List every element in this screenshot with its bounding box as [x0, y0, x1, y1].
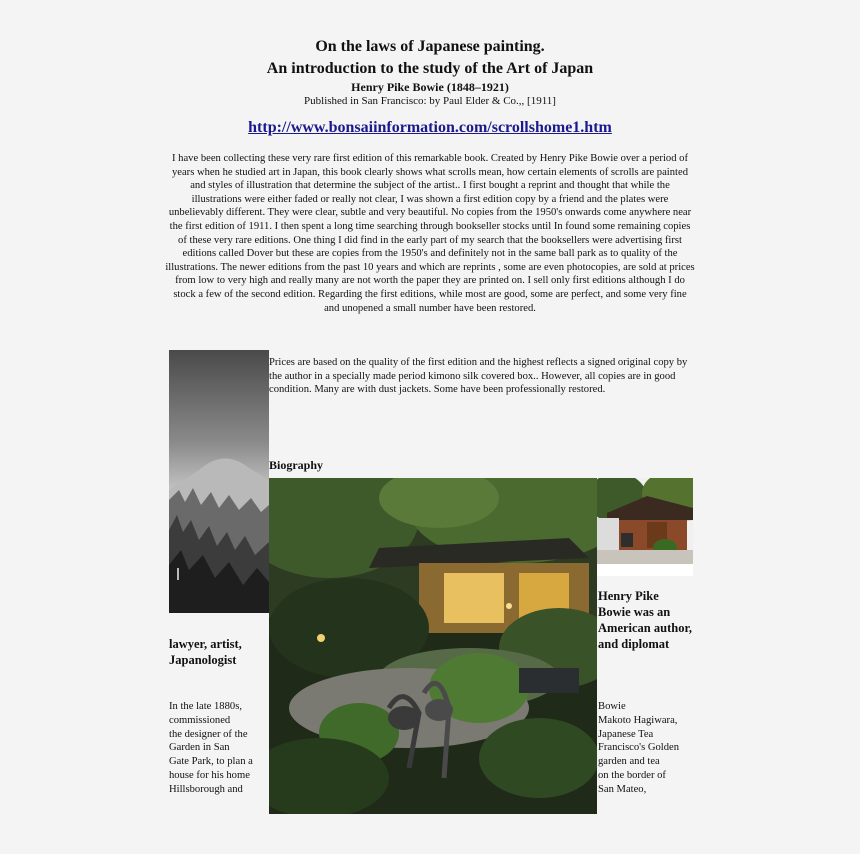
document-subtitle: An introduction to the study of the Art of Japan — [266, 60, 594, 77]
document-title: On the laws of Japanese painting. — [315, 38, 545, 55]
bowie-roles: lawyer, artist, Japanologist — [169, 637, 242, 667]
bio-left-column: In the late 1880s, commissioned the designer of the Garden in San Gate Park, to plan a house for his home Hillsborough and — [169, 701, 253, 795]
prices-paragraph: Prices are based on the quality of the first edition and the highest reflects a signed original copy by the author in a specially made period kimono silk covered box.. However, all copies are in good condition. Many are with dust jackets. Some have been professionally restored. — [269, 357, 688, 396]
publication-line: Published in San Francisco: by Paul Elder & Co.,, [1911] — [304, 95, 556, 107]
bowie-house-image — [597, 478, 693, 576]
bowie-headline: Henry Pike Bowie was an American author, and diplomat — [598, 589, 692, 651]
scroll-painting-image — [169, 350, 269, 613]
scrolls-home-link[interactable]: http://www.bonsaiinformation.com/scrollshome1.htm — [248, 119, 612, 136]
biography-heading: Biography — [269, 458, 324, 472]
tea-garden-image — [269, 478, 597, 814]
intro-paragraph: I have been collecting these very rare first edition of this remarkable book. Created by Henry Pike Bowie over a period of years when he studied art in Japan, this book clearly shows what scrolls mean, how certain elements of scrolls are painted and styles of illustration that determine the subject of the artist.. I first bought a reprint and thought that while the illustrations were either faded or really not clear, I was shown a first edition copy by a friend and the plates were unbelievably different. They were clear, subtle and very beautiful. No copies from the 1950's onwards come anywhere near the first edition of 1911. I then spent a long time searching through bookseller stocks until In found some remaining copies of these very rare editions. One thing I did find in the early part of my search that the booksellers were advertising first editions called Dover but these are copies from the 1950's and definitely not in the same ball park as to quality of the illustrations. The newer editions from the past 10 years and which are reprints , some are even photocopies, are sold at prices from low to very high and really many are not worth the paper they are printed on. I sell only first editions although I do stock a few of the second edition. Regarding the first editions, while most are good, some are perfect, and some very fine and unopened a small number have been restored. — [165, 153, 695, 314]
author-line: Henry Pike Bowie (1848–1921) — [351, 80, 509, 94]
bio-right-column: Bowie Makoto Hagiwara, Japanese Tea Francisco's Golden garden and tea on the border of San Mateo, — [598, 701, 680, 795]
